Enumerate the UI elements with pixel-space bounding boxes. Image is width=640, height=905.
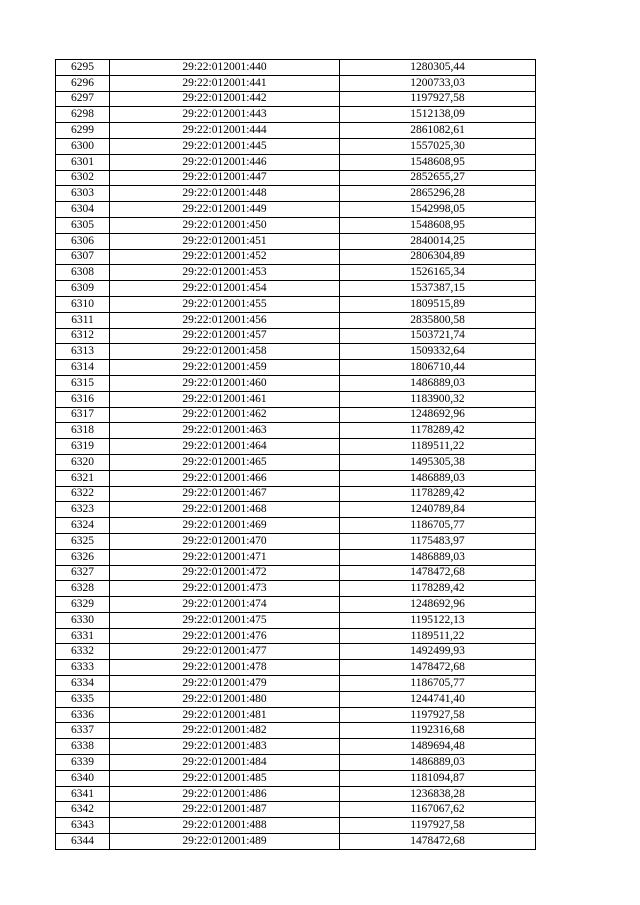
row-number-cell: 6337 [56,723,110,739]
value-cell: 1200733,03 [340,75,536,91]
table-row [56,644,536,660]
cadastral-number-cell: 29:22:012001:487 [110,802,340,818]
cadastral-number-cell: 29:22:012001:470 [110,533,340,549]
value-cell: 1542998,05 [340,202,536,218]
row-number-cell: 6328 [56,581,110,597]
cadastral-number-cell: 29:22:012001:473 [110,581,340,597]
cadastral-number-cell: 29:22:012001:448 [110,186,340,202]
cadastral-number-cell: 29:22:012001:489 [110,834,340,850]
row-number-cell: 6315 [56,375,110,391]
table-row [56,170,536,186]
row-number-cell: 6301 [56,154,110,170]
cadastral-number-cell: 29:22:012001:469 [110,518,340,534]
row-number-cell: 6324 [56,518,110,534]
value-cell: 1509332,64 [340,344,536,360]
cadastral-number-cell: 29:22:012001:484 [110,755,340,771]
table-row [56,123,536,139]
value-cell: 1236838,28 [340,786,536,802]
value-cell: 1548608,95 [340,154,536,170]
cadastral-number-cell: 29:22:012001:485 [110,770,340,786]
cadastral-number-cell: 29:22:012001:467 [110,486,340,502]
cadastral-number-cell: 29:22:012001:476 [110,628,340,644]
table-row [56,202,536,218]
value-cell: 1486889,03 [340,755,536,771]
value-cell: 1248692,96 [340,597,536,613]
value-cell: 1197927,58 [340,818,536,834]
cadastral-number-cell: 29:22:012001:447 [110,170,340,186]
value-cell: 1248692,96 [340,407,536,423]
value-cell: 1809515,89 [340,296,536,312]
row-number-cell: 6323 [56,502,110,518]
cadastral-number-cell: 29:22:012001:459 [110,360,340,376]
table-row [56,707,536,723]
row-number-cell: 6310 [56,296,110,312]
value-cell: 1557025,30 [340,138,536,154]
cadastral-number-cell: 29:22:012001:452 [110,249,340,265]
value-cell: 1495305,38 [340,454,536,470]
table-row [56,612,536,628]
value-cell: 1526165,34 [340,265,536,281]
table-row [56,834,536,850]
value-cell: 1806710,44 [340,360,536,376]
row-number-cell: 6319 [56,439,110,455]
value-cell: 1197927,58 [340,707,536,723]
cadastral-number-cell: 29:22:012001:446 [110,154,340,170]
row-number-cell: 6314 [56,360,110,376]
cadastral-number-cell: 29:22:012001:451 [110,233,340,249]
value-cell: 1503721,74 [340,328,536,344]
table-row [56,691,536,707]
row-number-cell: 6303 [56,186,110,202]
value-cell: 1195122,13 [340,612,536,628]
cadastral-number-cell: 29:22:012001:463 [110,423,340,439]
table-row [56,660,536,676]
row-number-cell: 6321 [56,470,110,486]
row-number-cell: 6308 [56,265,110,281]
table-row [56,423,536,439]
value-cell: 1486889,03 [340,375,536,391]
cadastral-number-cell: 29:22:012001:471 [110,549,340,565]
cadastral-number-cell: 29:22:012001:449 [110,202,340,218]
table-row [56,360,536,376]
table-row [56,439,536,455]
value-cell: 1167067,62 [340,802,536,818]
table-row [56,265,536,281]
row-number-cell: 6296 [56,75,110,91]
table-row [56,676,536,692]
cadastral-number-cell: 29:22:012001:474 [110,597,340,613]
cadastral-number-cell: 29:22:012001:488 [110,818,340,834]
table-row [56,375,536,391]
row-number-cell: 6333 [56,660,110,676]
value-cell: 1492499,93 [340,644,536,660]
value-cell: 1189511,22 [340,439,536,455]
value-cell: 1183900,32 [340,391,536,407]
table-row [56,628,536,644]
value-cell: 1240789,84 [340,502,536,518]
value-cell: 1486889,03 [340,549,536,565]
cadastral-number-cell: 29:22:012001:486 [110,786,340,802]
value-cell: 1186705,77 [340,676,536,692]
table-row [56,533,536,549]
row-number-cell: 6299 [56,123,110,139]
row-number-cell: 6335 [56,691,110,707]
cadastral-number-cell: 29:22:012001:464 [110,439,340,455]
cadastral-number-cell: 29:22:012001:453 [110,265,340,281]
value-cell: 1280305,44 [340,60,536,76]
table-row [56,391,536,407]
value-cell: 1486889,03 [340,470,536,486]
row-number-cell: 6304 [56,202,110,218]
table-row [56,470,536,486]
row-number-cell: 6338 [56,739,110,755]
table-row [56,723,536,739]
value-cell: 1178289,42 [340,581,536,597]
table-row [56,739,536,755]
value-cell: 1478472,68 [340,565,536,581]
row-number-cell: 6332 [56,644,110,660]
row-number-cell: 6297 [56,91,110,107]
row-number-cell: 6325 [56,533,110,549]
value-cell: 1244741,40 [340,691,536,707]
row-number-cell: 6306 [56,233,110,249]
table-row [56,454,536,470]
row-number-cell: 6341 [56,786,110,802]
table-row [56,217,536,233]
row-number-cell: 6320 [56,454,110,470]
table-row [56,518,536,534]
cadastral-number-cell: 29:22:012001:478 [110,660,340,676]
value-cell: 1178289,42 [340,423,536,439]
row-number-cell: 6309 [56,281,110,297]
row-number-cell: 6317 [56,407,110,423]
row-number-cell: 6339 [56,755,110,771]
row-number-cell: 6298 [56,107,110,123]
cadastral-number-cell: 29:22:012001:450 [110,217,340,233]
table-row [56,755,536,771]
table-row [56,233,536,249]
table-row [56,107,536,123]
table-row [56,818,536,834]
value-cell: 2861082,61 [340,123,536,139]
table-row [56,407,536,423]
cadastral-number-cell: 29:22:012001:444 [110,123,340,139]
table-row [56,312,536,328]
value-cell: 1478472,68 [340,834,536,850]
cadastral-number-cell: 29:22:012001:462 [110,407,340,423]
row-number-cell: 6318 [56,423,110,439]
cadastral-number-cell: 29:22:012001:455 [110,296,340,312]
table-row [56,186,536,202]
table-row [56,154,536,170]
table-row [56,344,536,360]
value-cell: 2852655,27 [340,170,536,186]
value-cell: 1181094,87 [340,770,536,786]
row-number-cell: 6329 [56,597,110,613]
table-row [56,581,536,597]
value-cell: 2806304,89 [340,249,536,265]
table-row [56,296,536,312]
cadastral-number-cell: 29:22:012001:441 [110,75,340,91]
table-row [56,75,536,91]
cadastral-value-table [55,59,536,850]
row-number-cell: 6331 [56,628,110,644]
table-body [56,60,536,850]
cadastral-number-cell: 29:22:012001:445 [110,138,340,154]
row-number-cell: 6313 [56,344,110,360]
row-number-cell: 6342 [56,802,110,818]
table-row [56,502,536,518]
row-number-cell: 6343 [56,818,110,834]
cadastral-number-cell: 29:22:012001:454 [110,281,340,297]
table-row [56,249,536,265]
row-number-cell: 6305 [56,217,110,233]
table-row [56,786,536,802]
cadastral-number-cell: 29:22:012001:443 [110,107,340,123]
row-number-cell: 6311 [56,312,110,328]
table-row [56,549,536,565]
row-number-cell: 6312 [56,328,110,344]
cadastral-number-cell: 29:22:012001:456 [110,312,340,328]
cadastral-number-cell: 29:22:012001:475 [110,612,340,628]
value-cell: 1537387,15 [340,281,536,297]
row-number-cell: 6302 [56,170,110,186]
value-cell: 1489694,48 [340,739,536,755]
row-number-cell: 6326 [56,549,110,565]
value-cell: 1478472,68 [340,660,536,676]
value-cell: 1189511,22 [340,628,536,644]
cadastral-number-cell: 29:22:012001:472 [110,565,340,581]
cadastral-number-cell: 29:22:012001:468 [110,502,340,518]
cadastral-number-cell: 29:22:012001:483 [110,739,340,755]
row-number-cell: 6334 [56,676,110,692]
value-cell: 2835800,58 [340,312,536,328]
value-cell: 1197927,58 [340,91,536,107]
value-cell: 1175483,97 [340,533,536,549]
row-number-cell: 6316 [56,391,110,407]
cadastral-number-cell: 29:22:012001:460 [110,375,340,391]
row-number-cell: 6330 [56,612,110,628]
value-cell: 1512138,09 [340,107,536,123]
table-row [56,281,536,297]
table-row [56,597,536,613]
cadastral-number-cell: 29:22:012001:440 [110,60,340,76]
value-cell: 2865296,28 [340,186,536,202]
table-row [56,486,536,502]
cadastral-number-cell: 29:22:012001:465 [110,454,340,470]
cadastral-number-cell: 29:22:012001:457 [110,328,340,344]
row-number-cell: 6322 [56,486,110,502]
cadastral-number-cell: 29:22:012001:482 [110,723,340,739]
row-number-cell: 6307 [56,249,110,265]
row-number-cell: 6300 [56,138,110,154]
value-cell: 1186705,77 [340,518,536,534]
cadastral-number-cell: 29:22:012001:458 [110,344,340,360]
table-row [56,138,536,154]
cadastral-number-cell: 29:22:012001:480 [110,691,340,707]
value-cell: 2840014,25 [340,233,536,249]
value-cell: 1192316,68 [340,723,536,739]
table-row [56,91,536,107]
cadastral-number-cell: 29:22:012001:461 [110,391,340,407]
row-number-cell: 6336 [56,707,110,723]
cadastral-number-cell: 29:22:012001:479 [110,676,340,692]
table-row [56,565,536,581]
cadastral-number-cell: 29:22:012001:481 [110,707,340,723]
table-row [56,328,536,344]
cadastral-number-cell: 29:22:012001:466 [110,470,340,486]
value-cell: 1548608,95 [340,217,536,233]
row-number-cell: 6295 [56,60,110,76]
row-number-cell: 6327 [56,565,110,581]
cadastral-number-cell: 29:22:012001:477 [110,644,340,660]
cadastral-number-cell: 29:22:012001:442 [110,91,340,107]
value-cell: 1178289,42 [340,486,536,502]
table-row [56,770,536,786]
table-row [56,802,536,818]
row-number-cell: 6340 [56,770,110,786]
table-row [56,60,536,76]
row-number-cell: 6344 [56,834,110,850]
